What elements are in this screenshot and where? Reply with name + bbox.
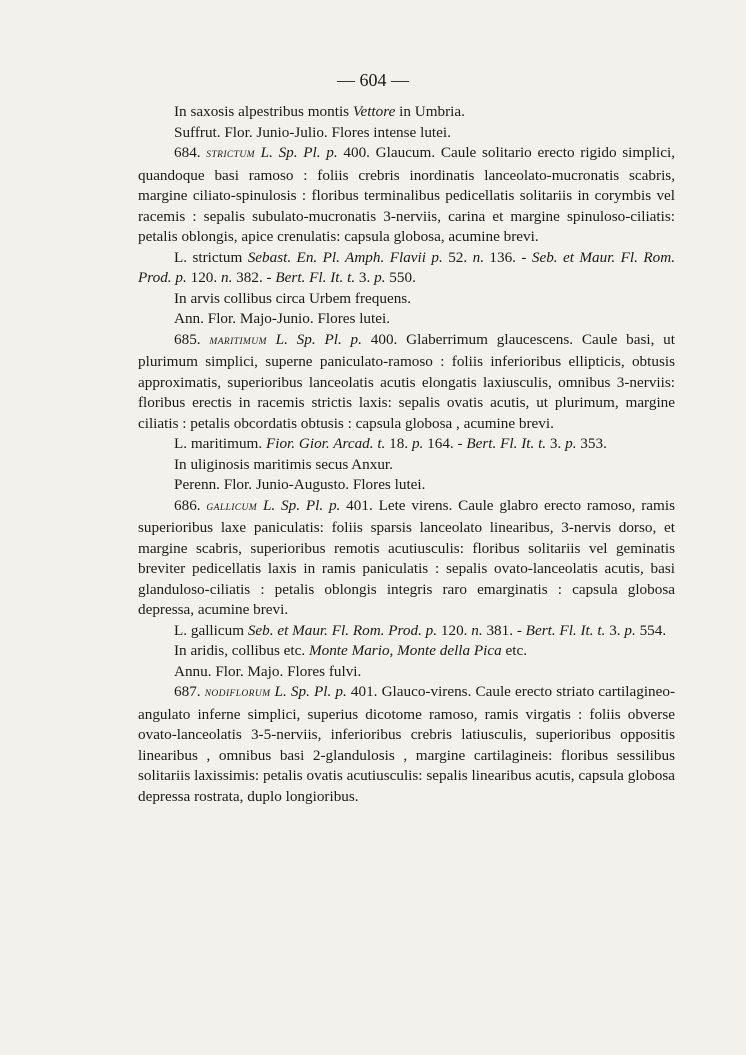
text-segment: n.: [472, 248, 484, 266]
paragraph-p13: [138, 641, 675, 662]
text-segment: p.: [565, 435, 577, 452]
text-segment: in Umbria.: [395, 103, 465, 120]
paragraph-p4: [138, 248, 675, 289]
text-segment: 401. Lete virens. Caule glabro erecto ramoso, ramis superioribus laxe paniculatis: foliis sparsis lanceolato linearibus, 3-nervis dorso, et margine scabris, superioribus remotis acutiusculis: floribus solitariis vel geminatis breviter pedicellatis laxis in ramis paniculatis : sepalis ovato-lanceolatis acutis, basi glanduloso-ciliatis : petalis oblongis integris raro emarginatis : capsula globosa depressa, acumine brevi.: [138, 496, 675, 618]
text-segment: Sebast. En. Pl. Amph. Flavii p.: [247, 248, 443, 266]
text-segment: 164. -: [423, 435, 467, 452]
text-segment: 382. -: [232, 269, 276, 286]
paragraph-p3: [138, 143, 675, 248]
paragraph-p10: [138, 475, 675, 496]
paragraph-p6: [138, 309, 675, 330]
text-segment: L. gallicum: [174, 621, 248, 639]
text-segment: 120.: [437, 621, 472, 639]
text-segment: L. Sp. Pl. p.: [274, 683, 347, 700]
text-segment: Suffrut. Flor. Junio-Julio. Flores intense lutei.: [174, 123, 451, 141]
text-segment: Monte della Pica: [397, 642, 502, 659]
text-segment: In aridis, collibus etc.: [174, 642, 309, 659]
text-segment: 401. Glauco-virens. Caule erecto striato cartilagineo-angulato inferne simplici, superius dicotome ramoso, ramis virgatis : foliis obverse ovato-lanceolatis 3-5-nerviis, inferioribus crebris latiusculis, superioribus oppositis linearibus , omnibus basi 2-glandulosis , margine cartilagineis: floribus sessilibus solitariis laxissimis: petalis ovatis acutiusculis: sepalis linearibus acutis, capsula globosa depressa rostrata, duplo longioribus.: [138, 683, 676, 805]
text-segment: L. Sp. Pl. p.: [262, 496, 341, 514]
text-segment: Annu. Flor. Majo. Flores fulvi.: [174, 662, 362, 680]
text-segment: 353.: [576, 435, 607, 452]
text-segment: 120.: [186, 269, 221, 286]
text-segment: Bert. Fl. It. t.: [466, 435, 547, 452]
text-segment: L. strictum: [174, 248, 248, 266]
text-segment: Bert. Fl. It. t.: [275, 269, 356, 286]
text-segment: L. Sp. Pl. p.: [260, 144, 338, 161]
text-segment: 136. -: [483, 248, 532, 266]
paragraph-p14: [138, 662, 675, 683]
text-segment: NODIFLORUM: [204, 689, 271, 699]
paragraph-p12: [138, 621, 675, 642]
text-segment: 400. Glaucum. Caule solitario erecto rigido simplici, quandoque basi ramoso : foliis crebris inordinatis lanceolato-mucronatis scabris, margine ciliato-spinulosis : floribus terminalibus pedicellatis solitariis in corymbis vel racemis : sepalis subulato-mucronatis 3-nerviis, carina et margine spinuloso-ciliatis: petalis oblongis, apice crenulatis: capsula globosa, acumine brevi.: [138, 144, 675, 245]
text-segment: L. Sp. Pl. p.: [275, 330, 362, 348]
text-segment: In saxosis alpestribus montis: [174, 103, 353, 120]
text-segment: p.: [624, 621, 636, 639]
text-segment: 400. Glaberrimum glaucescens. Caule basi, ut plurimum simplici, superne paniculato-ramoso : foliis inferioribus ellipticis, obtusis approximatis, superioribus lanceolatis acutis elongatis laxiusculis, omnibus 3-nerviis: floribus erectis in racemis strictis laxis: sepalis ovatis acutis, ut plurimum, margine ciliatis : petalis obcordatis obtusis : capsula globosa , acumine brevi.: [138, 330, 675, 432]
paragraph-p15: [138, 682, 675, 807]
paragraph-p2: [138, 123, 675, 144]
text-segment: 381. -: [482, 621, 526, 639]
text-segment: n.: [220, 269, 233, 286]
text-segment: 550.: [385, 269, 416, 286]
text-segment: GALLICUM: [206, 502, 258, 513]
text-segment: L. maritimum.: [174, 435, 266, 452]
text-segment: Seb. et Maur. Fl. Rom. Prod. p.: [138, 248, 675, 286]
text-segment: n.: [471, 621, 483, 639]
text-segment: 3.: [605, 621, 625, 639]
text-segment: 687.: [174, 683, 205, 700]
paragraph-p7: [138, 330, 675, 435]
paragraph-p11: [138, 496, 675, 621]
text-segment: Perenn. Flor. Junio-Augusto. Flores lutei.: [174, 476, 426, 493]
page-body: [138, 102, 675, 807]
text-segment: 3.: [546, 435, 566, 452]
text-segment: In uliginosis maritimis secus Anxur.: [174, 455, 393, 473]
paragraph-p8: [138, 434, 675, 455]
text-segment: p.: [411, 435, 424, 452]
text-segment: Monte Mario: [308, 642, 390, 659]
text-segment: 3.: [355, 269, 375, 286]
text-segment: ,: [389, 642, 398, 659]
text-segment: 554.: [635, 621, 667, 639]
text-segment: [267, 331, 276, 348]
paragraph-p9: [138, 455, 675, 476]
paragraph-p1: [138, 102, 675, 123]
page-number: — 604 —: [337, 70, 409, 90]
text-segment: MARITIMUM: [209, 336, 267, 347]
text-segment: Seb. et Maur. Fl. Rom. Prod. p.: [247, 621, 438, 639]
text-segment: 684.: [174, 144, 207, 161]
text-segment: Bert. Fl. It. t.: [525, 621, 606, 639]
text-segment: 686.: [174, 496, 207, 514]
text-segment: 52.: [442, 248, 473, 266]
text-segment: p.: [374, 269, 386, 286]
text-segment: Fior. Gior. Arcad. t.: [265, 435, 386, 452]
text-segment: 18.: [385, 435, 412, 452]
text-segment: STRICTUM: [206, 150, 255, 160]
text-segment: 685.: [174, 330, 210, 348]
paragraph-p5: [138, 289, 675, 310]
text-segment: etc.: [501, 642, 528, 659]
text-segment: Ann. Flor. Majo-Junio. Flores lutei.: [174, 310, 390, 327]
text-segment: Vettore: [352, 103, 396, 120]
text-segment: In arvis collibus circa Urbem frequens.: [174, 289, 412, 307]
